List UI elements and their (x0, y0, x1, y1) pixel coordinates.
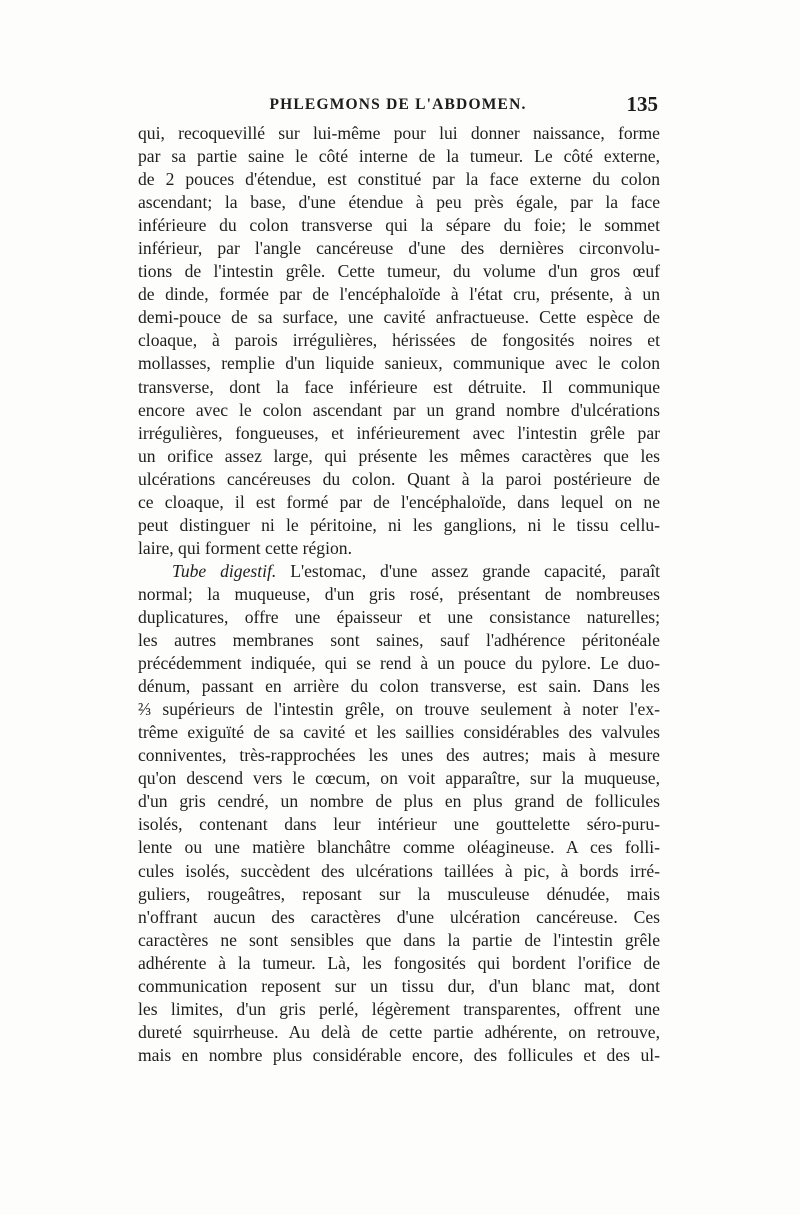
running-title: PHLEGMONS DE L'ABDOMEN. (269, 96, 527, 113)
text-line: précédemment indiquée, qui se rend à un pouce du pylore. Le duo- (138, 653, 660, 674)
text-line: conniventes, très-rapprochées les unes des autres; mais à mesure (138, 745, 660, 766)
text-line: de dinde, formée par de l'encéphaloïde à l'état cru, présente, à un (138, 284, 660, 305)
page-number: 135 (626, 92, 658, 116)
text-line: ulcérations cancéreuses du colon. Quant à la paroi postérieure de (138, 468, 660, 489)
text-line: adhérente à la tumeur. Là, les fongosités qui bordent l'orifice de (138, 952, 660, 973)
body-text (138, 122, 660, 1067)
text-line: isolés, contenant dans leur intérieur une gouttelette séro-puru- (138, 814, 660, 835)
text-line: ce cloaque, il est formé par de l'encéphaloïde, dans lequel on ne (138, 491, 660, 512)
text-line: caractères ne sont sensibles que dans la partie de l'intestin grêle (138, 929, 660, 950)
text-line: les limites, d'un gris perlé, légèrement transparentes, offrent une (138, 998, 660, 1019)
text-line: ⅔ supérieurs de l'intestin grêle, on trouve seulement à noter l'ex- (138, 699, 660, 720)
text-line: duplicatures, offre une épaisseur et une consistance naturelles; (138, 606, 660, 627)
text-line: par sa partie saine le côté interne de la tumeur. Le côté externe, (138, 146, 660, 167)
text-line: mollasses, remplie d'un liquide sanieux, communique avec le colon (138, 353, 660, 374)
text-line: qu'on descend vers le cœcum, on voit apparaître, sur la muqueuse, (138, 768, 660, 789)
text-line: un orifice assez large, qui présente les mêmes caractères que les (138, 445, 660, 466)
text-line: dureté squirrheuse. Au delà de cette partie adhérente, on retrouve, (138, 1021, 660, 1042)
text-line: cules isolés, succèdent des ulcérations taillées à pic, à bords irré- (138, 860, 660, 881)
text-fragment: L'estomac, d'une assez grande capacité, paraît (276, 560, 660, 581)
text-line: irrégulières, fongueuses, et inférieurement avec l'intestin grêle par (138, 422, 660, 443)
text-line: qui, recoquevillé sur lui-même pour lui donner naissance, forme (138, 123, 660, 143)
text-line: inférieur, par l'angle cancéreuse d'une des dernières circonvolu- (138, 238, 660, 259)
text-line: lente ou une matière blanchâtre comme oléagineuse. A ces folli- (138, 837, 660, 858)
text-line: de 2 pouces d'étendue, est constitué par la face externe du colon (138, 169, 660, 190)
paragraph-start-line (138, 560, 660, 583)
page-header (138, 92, 658, 120)
text-line: cloaque, à parois irrégulières, hérissées de fongosités noires et (138, 330, 660, 351)
text-line: laire, qui forment cette région. (138, 537, 352, 558)
text-line: peut distinguer ni le péritoine, ni les ganglions, ni le tissu cellu- (138, 514, 660, 535)
text-line: n'offrant aucun des caractères d'une ulcération cancéreuse. Ces (138, 906, 660, 927)
text-line: les autres membranes sont saines, sauf l'adhérence péritonéale (138, 630, 660, 651)
text-line: mais en nombre plus considérable encore, des follicules et des ul- (138, 1044, 660, 1065)
text-line: tions de l'intestin grêle. Cette tumeur, du volume d'un gros œuf (138, 261, 660, 282)
text-line: d'un gris cendré, un nombre de plus en plus grand de follicules (138, 791, 660, 812)
text-line: dénum, passant en arrière du colon transverse, est sain. Dans les (138, 676, 660, 697)
text-line: guliers, rougeâtres, reposant sur la musculeuse dénudée, mais (138, 883, 660, 904)
text-line: encore avec le colon ascendant par un grand nombre d'ulcérations (138, 399, 660, 420)
text-line: communication reposent sur un tissu dur, d'un blanc mat, dont (138, 975, 660, 996)
text-line: ascendant; la base, d'une étendue à peu près égale, par la face (138, 192, 660, 213)
text-line: transverse, dont la face inférieure est détruite. Il communique (138, 376, 660, 397)
text-line: normal; la muqueuse, d'un gris rosé, présentant de nombreuses (138, 583, 660, 604)
text-line: inférieure du colon transverse qui la sépare du foie; le sommet (138, 215, 660, 236)
text-line: demi-pouce de sa surface, une cavité anfractueuse. Cette espèce de (138, 307, 660, 328)
text-line: trême exiguïté de sa cavité et les saillies considérables des valvules (138, 722, 660, 743)
section-heading: Tube digestif. (172, 560, 277, 581)
